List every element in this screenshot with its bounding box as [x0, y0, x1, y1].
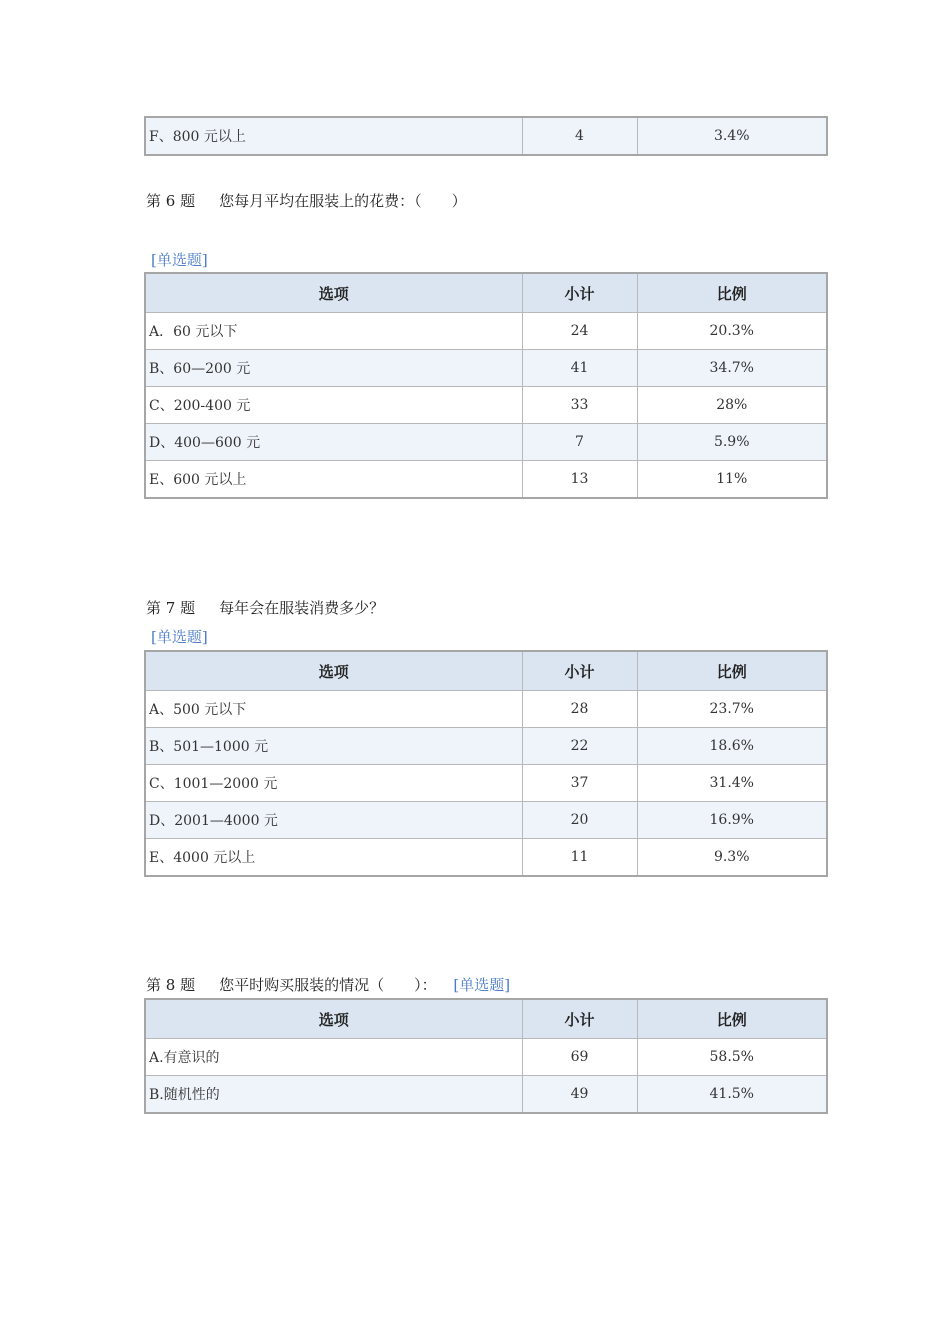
q8-result-table	[144, 998, 828, 1114]
count-cell: 49	[522, 1076, 637, 1114]
q7-title	[146, 597, 384, 618]
table-row	[145, 117, 827, 155]
q5-tail-table	[144, 116, 828, 156]
table-header-row	[145, 273, 827, 313]
header-option: 选项	[145, 999, 522, 1039]
option-cell: C、1001—2000 元	[145, 765, 522, 802]
table-header-row	[145, 999, 827, 1039]
count-cell: 33	[522, 387, 637, 424]
option-cell: A、500 元以下	[145, 691, 522, 728]
count-cell: 4	[522, 117, 637, 155]
count-cell: 41	[522, 350, 637, 387]
header-ratio: 比例	[637, 651, 827, 691]
ratio-cell: 31.4%	[637, 765, 827, 802]
table-row	[145, 387, 827, 424]
ratio-cell: 16.9%	[637, 802, 827, 839]
ratio-cell: 20.3%	[637, 313, 827, 350]
q7-type-tag: [单选题]	[151, 628, 208, 646]
table-row	[145, 313, 827, 350]
ratio-cell: 58.5%	[637, 1039, 827, 1076]
q6-type-tag: [单选题]	[151, 251, 208, 269]
option-cell: A．60 元以下	[145, 313, 522, 350]
ratio-cell: 5.9%	[637, 424, 827, 461]
q6-text: 您每月平均在服装上的花费：（ ）	[219, 192, 467, 210]
ratio-cell: 23.7%	[637, 691, 827, 728]
header-count: 小计	[522, 651, 637, 691]
count-cell: 20	[522, 802, 637, 839]
header-ratio: 比例	[637, 273, 827, 313]
q7-text: 每年会在服装消费多少？	[219, 599, 385, 617]
header-ratio: 比例	[637, 999, 827, 1039]
table-row	[145, 839, 827, 877]
count-cell: 37	[522, 765, 637, 802]
q8-title	[146, 974, 510, 995]
table-header-row	[145, 651, 827, 691]
option-cell: A.有意识的	[145, 1039, 522, 1076]
ratio-cell: 3.4%	[637, 117, 827, 155]
header-option: 选项	[145, 273, 522, 313]
table-row	[145, 802, 827, 839]
option-cell: D、2001—4000 元	[145, 802, 522, 839]
table-row	[145, 765, 827, 802]
ratio-cell: 28%	[637, 387, 827, 424]
table-row	[145, 1039, 827, 1076]
option-cell: B.随机性的	[145, 1076, 522, 1114]
ratio-cell: 41.5%	[637, 1076, 827, 1114]
option-cell: C、200-400 元	[145, 387, 522, 424]
q8-text: 您平时购买服装的情况（ ）：	[219, 976, 437, 994]
q8-type-tag: [单选题]	[453, 976, 511, 994]
table-row	[145, 424, 827, 461]
q6-title	[146, 190, 467, 211]
header-option: 选项	[145, 651, 522, 691]
table-row	[145, 1076, 827, 1114]
q6-number: 第 6 题	[146, 192, 196, 210]
option-cell: E、4000 元以上	[145, 839, 522, 877]
ratio-cell: 18.6%	[637, 728, 827, 765]
table-row	[145, 728, 827, 765]
q6-result-table	[144, 272, 828, 499]
option-cell: E、600 元以上	[145, 461, 522, 499]
count-cell: 24	[522, 313, 637, 350]
option-cell: B、60—200 元	[145, 350, 522, 387]
count-cell: 7	[522, 424, 637, 461]
count-cell: 69	[522, 1039, 637, 1076]
option-cell: F、800 元以上	[145, 117, 522, 155]
count-cell: 11	[522, 839, 637, 877]
ratio-cell: 11%	[637, 461, 827, 499]
ratio-cell: 34.7%	[637, 350, 827, 387]
count-cell: 13	[522, 461, 637, 499]
q8-number: 第 8 题	[146, 976, 196, 994]
option-cell: D、400—600 元	[145, 424, 522, 461]
header-count: 小计	[522, 999, 637, 1039]
count-cell: 28	[522, 691, 637, 728]
count-cell: 22	[522, 728, 637, 765]
table-row	[145, 691, 827, 728]
header-count: 小计	[522, 273, 637, 313]
table-row	[145, 461, 827, 499]
table-row	[145, 350, 827, 387]
ratio-cell: 9.3%	[637, 839, 827, 877]
option-cell: B、501—1000 元	[145, 728, 522, 765]
q7-number: 第 7 题	[146, 599, 196, 617]
q7-result-table	[144, 650, 828, 877]
